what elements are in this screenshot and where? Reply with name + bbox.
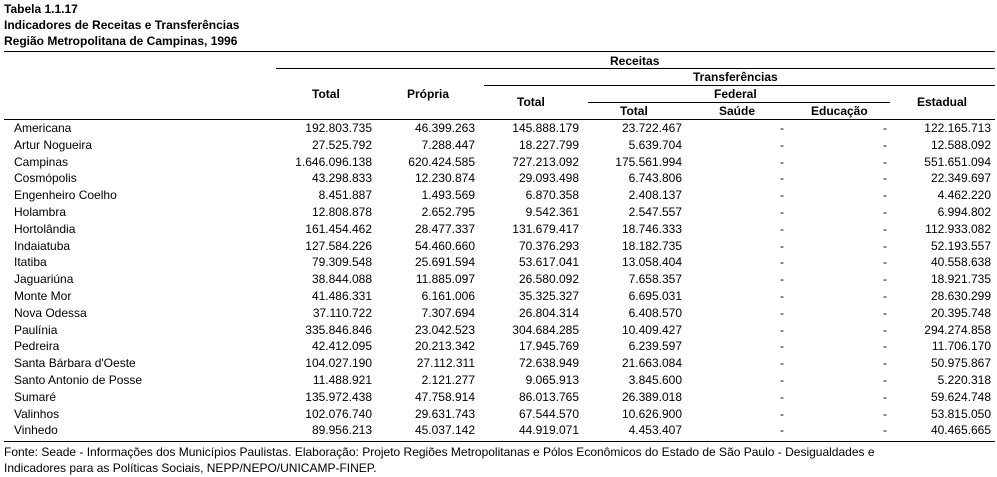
cell-saude: - — [780, 171, 784, 186]
municipality-name: Cosmópolis — [14, 171, 77, 186]
cell-saude: - — [780, 238, 784, 253]
municipality-name: Pedreira — [14, 339, 60, 354]
municipality-name: Hortolândia — [14, 221, 76, 236]
cell-total: 102.076.740 — [305, 406, 372, 421]
cell-total: 11.488.921 — [312, 373, 372, 387]
cell-educacao: - — [883, 322, 887, 337]
cell-educacao: - — [883, 305, 887, 320]
cell-total: 12.808.878 — [311, 205, 372, 219]
cell-total: 335.846.846 — [305, 322, 372, 337]
header-total: Total — [312, 87, 340, 101]
cell-saude: - — [780, 255, 784, 270]
cell-total: 43.298.833 — [311, 171, 372, 186]
cell-propria: 54.460.660 — [414, 238, 475, 253]
cell-estadual: 11.706.170 — [931, 339, 991, 354]
cell-saude: - — [780, 423, 784, 438]
table-row — [0, 205, 997, 222]
cell-saude: - — [780, 205, 784, 219]
table-row — [0, 289, 997, 306]
cell-saude: - — [780, 188, 784, 203]
cell-federal-total: 23.722.467 — [621, 121, 682, 135]
cell-saude: - — [780, 322, 784, 337]
cell-educacao: - — [883, 339, 887, 354]
cell-total: 8.451.887 — [318, 188, 372, 203]
cell-federal-total: 26.389.018 — [621, 389, 682, 404]
cell-transf-total: 29.093.498 — [518, 171, 579, 186]
cell-total: 37.110.722 — [312, 305, 372, 320]
cell-federal-total: 6.695.031 — [628, 289, 682, 303]
cell-propria: 1.493.569 — [421, 188, 475, 203]
cell-propria: 27.112.311 — [416, 356, 475, 371]
cell-saude: - — [780, 389, 784, 404]
cell-total: 192.803.735 — [305, 121, 372, 135]
header-top-rule — [4, 51, 995, 52]
cell-estadual: 28.630.299 — [930, 289, 991, 303]
cell-propria: 23.042.523 — [414, 322, 475, 337]
cell-federal-total: 18.746.333 — [621, 221, 682, 236]
cell-transf-total: 67.544.570 — [518, 406, 579, 421]
header-estadual: Estadual — [917, 95, 968, 109]
municipality-name: Itatiba — [14, 255, 47, 270]
cell-total: 89.956.213 — [311, 423, 372, 438]
municipality-name: Vinhedo — [14, 423, 58, 438]
cell-propria: 47.758.914 — [414, 389, 475, 404]
cell-federal-total: 10.409.427 — [621, 322, 682, 337]
cell-federal-total: 7.658.357 — [628, 272, 682, 287]
cell-estadual: 112.933.082 — [925, 221, 991, 236]
cell-federal-total: 5.639.704 — [628, 137, 682, 152]
cell-saude: - — [780, 305, 784, 320]
cell-educacao: - — [883, 137, 887, 152]
cell-estadual: 294.274.858 — [924, 322, 991, 337]
table-row — [0, 272, 997, 289]
table-row — [0, 222, 997, 239]
cell-transf-total: 72.638.949 — [518, 356, 579, 371]
cell-estadual: 18.921.735 — [930, 272, 991, 287]
cell-saude: - — [780, 154, 784, 169]
footnote-line-1: Fonte: Seade - Informações dos Municípios Paulistas. Elaboração: Projeto Regiões Metropolitanas e Pólos Econômicos do Estado de São Paulo - Desigualdades e — [4, 445, 875, 459]
cell-propria: 7.307.694 — [421, 305, 475, 320]
cell-educacao: - — [883, 356, 887, 371]
cell-federal-total: 21.663.084 — [621, 356, 682, 371]
cell-total: 104.027.190 — [305, 356, 372, 371]
table-title-block — [4, 1, 239, 49]
cell-saude: - — [780, 137, 784, 152]
cell-transf-total: 44.919.071 — [518, 423, 579, 438]
cell-transf-total: 304.684.285 — [512, 322, 579, 337]
cell-propria: 620.424.585 — [408, 154, 475, 169]
cell-educacao: - — [883, 171, 887, 186]
cell-estadual: 53.815.050 — [930, 406, 991, 421]
cell-educacao: - — [883, 272, 887, 287]
header-propria: Própria — [407, 87, 450, 101]
cell-educacao: - — [883, 221, 887, 236]
cell-estadual: 5.220.318 — [937, 373, 991, 387]
table-row — [0, 239, 997, 256]
cell-educacao: - — [883, 289, 887, 303]
cell-transf-total: 727.213.092 — [512, 154, 579, 169]
header-saude: Saúde — [719, 104, 756, 118]
rule-under-transferencias — [484, 85, 995, 86]
cell-transf-total: 9.542.361 — [525, 205, 579, 219]
cell-educacao: - — [883, 255, 887, 270]
cell-total: 135.972.438 — [305, 389, 372, 404]
cell-propria: 29.631.743 — [414, 406, 475, 421]
cell-estadual: 12.588.092 — [930, 137, 991, 152]
rule-under-receitas — [276, 68, 995, 69]
cell-total: 38.844.088 — [311, 272, 372, 287]
cell-transf-total: 86.013.765 — [518, 389, 579, 404]
header-educacao: Educação — [811, 104, 868, 118]
cell-propria: 6.161.006 — [421, 289, 475, 303]
table-row — [0, 188, 997, 205]
cell-transf-total: 35.325.327 — [518, 289, 579, 303]
cell-federal-total: 13.058.404 — [621, 255, 682, 270]
cell-estadual: 52.193.557 — [930, 238, 991, 253]
municipality-name: Nova Odessa — [14, 305, 87, 320]
cell-transf-total: 26.580.092 — [518, 272, 579, 287]
municipality-name: Jaguariúna — [14, 272, 74, 287]
cell-propria: 7.288.447 — [421, 137, 475, 152]
table-row — [0, 155, 997, 172]
municipality-name: Americana — [14, 121, 72, 135]
header-transf-total: Total — [517, 95, 545, 109]
table-row — [0, 171, 997, 188]
cell-transf-total: 70.376.293 — [518, 238, 579, 253]
cell-transf-total: 18.227.799 — [518, 137, 579, 152]
table-row — [0, 323, 997, 340]
cell-estadual: 50.975.867 — [930, 356, 991, 371]
municipality-name: Monte Mor — [14, 289, 72, 303]
cell-educacao: - — [883, 373, 887, 387]
header-receitas: Receitas — [610, 54, 660, 68]
cell-propria: 45.037.142 — [414, 423, 475, 438]
cell-propria: 25.691.594 — [414, 255, 475, 270]
municipality-name: Santo Antonio de Posse — [14, 373, 143, 387]
cell-federal-total: 175.561.994 — [615, 154, 682, 169]
cell-educacao: - — [883, 238, 887, 253]
header-transferencias: Transferências — [693, 70, 778, 84]
rule-under-federal — [588, 102, 890, 103]
cell-total: 42.412.095 — [311, 339, 372, 354]
table-row — [0, 373, 997, 390]
table-row — [0, 138, 997, 155]
cell-estadual: 40.558.638 — [930, 255, 991, 270]
cell-transf-total: 6.870.358 — [525, 188, 579, 203]
cell-total: 41.486.331 — [311, 289, 372, 303]
cell-propria: 20.213.342 — [414, 339, 475, 354]
cell-saude: - — [780, 289, 784, 303]
cell-transf-total: 9.065.913 — [525, 373, 579, 387]
cell-estadual: 59.624.748 — [930, 389, 991, 404]
cell-transf-total: 53.617.041 — [518, 255, 579, 270]
cell-transf-total: 145.888.179 — [512, 121, 579, 135]
cell-estadual: 22.349.697 — [930, 171, 991, 186]
municipality-name: Artur Nogueira — [14, 137, 93, 152]
cell-saude: - — [780, 121, 784, 135]
table-row — [0, 306, 997, 323]
cell-propria: 2.121.277 — [421, 373, 475, 387]
cell-federal-total: 6.743.806 — [628, 171, 682, 186]
table-row — [0, 339, 997, 356]
cell-educacao: - — [883, 205, 887, 219]
header-federal-total: Total — [620, 104, 648, 118]
cell-saude: - — [780, 221, 784, 236]
cell-total: 127.584.226 — [305, 238, 372, 253]
table-bottom-rule — [4, 441, 995, 442]
footnote — [4, 444, 984, 476]
cell-total: 1.646.096.138 — [295, 154, 372, 169]
header-bottom-rule — [4, 119, 995, 120]
municipality-name: Holambra — [14, 205, 67, 219]
cell-transf-total: 17.945.769 — [518, 339, 579, 354]
municipality-name: Campinas — [14, 154, 69, 169]
table-row — [0, 407, 997, 424]
municipality-name: Paulínia — [14, 322, 58, 337]
cell-federal-total: 10.626.900 — [621, 406, 682, 421]
table-row — [0, 423, 997, 440]
cell-federal-total: 18.182.735 — [621, 238, 682, 253]
cell-saude: - — [780, 272, 784, 287]
cell-propria: 2.652.795 — [421, 205, 475, 219]
table-row — [0, 390, 997, 407]
cell-estadual: 122.165.713 — [924, 121, 991, 135]
cell-federal-total: 3.845.600 — [628, 373, 682, 387]
cell-educacao: - — [883, 188, 887, 203]
cell-educacao: - — [883, 406, 887, 421]
cell-total: 27.525.792 — [311, 137, 372, 152]
table-row — [0, 255, 997, 272]
cell-educacao: - — [883, 121, 887, 135]
cell-educacao: - — [883, 154, 887, 169]
cell-transf-total: 131.679.417 — [512, 221, 579, 236]
cell-estadual: 20.395.748 — [930, 305, 991, 320]
cell-educacao: - — [883, 389, 887, 404]
table-title: Indicadores de Receitas e Transferências — [4, 18, 240, 32]
cell-estadual: 4.462.220 — [937, 188, 991, 203]
cell-propria: 11.885.097 — [415, 272, 475, 287]
cell-federal-total: 6.408.570 — [628, 305, 682, 320]
table-number: Tabela 1.1.17 — [4, 2, 78, 16]
cell-saude: - — [780, 339, 784, 354]
municipality-name: Engenheiro Coelho — [14, 188, 117, 203]
cell-educacao: - — [883, 423, 887, 438]
cell-federal-total: 2.547.557 — [628, 205, 682, 219]
municipality-name: Sumaré — [14, 389, 57, 404]
header-federal: Federal — [714, 87, 757, 101]
cell-propria: 28.477.337 — [414, 221, 475, 236]
cell-propria: 46.399.263 — [414, 121, 475, 135]
cell-estadual: 40.465.665 — [930, 423, 991, 438]
municipality-name: Valinhos — [14, 406, 60, 421]
cell-federal-total: 2.408.137 — [628, 188, 682, 203]
municipality-name: Santa Bárbara d'Oeste — [14, 356, 136, 371]
cell-saude: - — [780, 356, 784, 371]
table-row — [0, 121, 997, 138]
cell-propria: 12.230.874 — [414, 171, 475, 186]
cell-federal-total: 6.239.597 — [628, 339, 682, 354]
cell-transf-total: 26.804.314 — [518, 305, 579, 320]
cell-federal-total: 4.453.407 — [628, 423, 682, 438]
cell-estadual: 6.994.802 — [937, 205, 991, 219]
table-subtitle: Região Metropolitana de Campinas, 1996 — [4, 34, 238, 48]
cell-saude: - — [780, 373, 784, 387]
cell-total: 161.454.462 — [305, 221, 372, 236]
cell-total: 79.309.548 — [311, 255, 372, 270]
footnote-line-2: Indicadores para as Políticas Sociais, NEPP/NEPO/UNICAMP-FINEP. — [4, 461, 377, 475]
cell-estadual: 551.651.094 — [924, 154, 991, 169]
table-row — [0, 356, 997, 373]
municipality-name: Indaiatuba — [14, 238, 71, 253]
cell-saude: - — [780, 406, 784, 421]
